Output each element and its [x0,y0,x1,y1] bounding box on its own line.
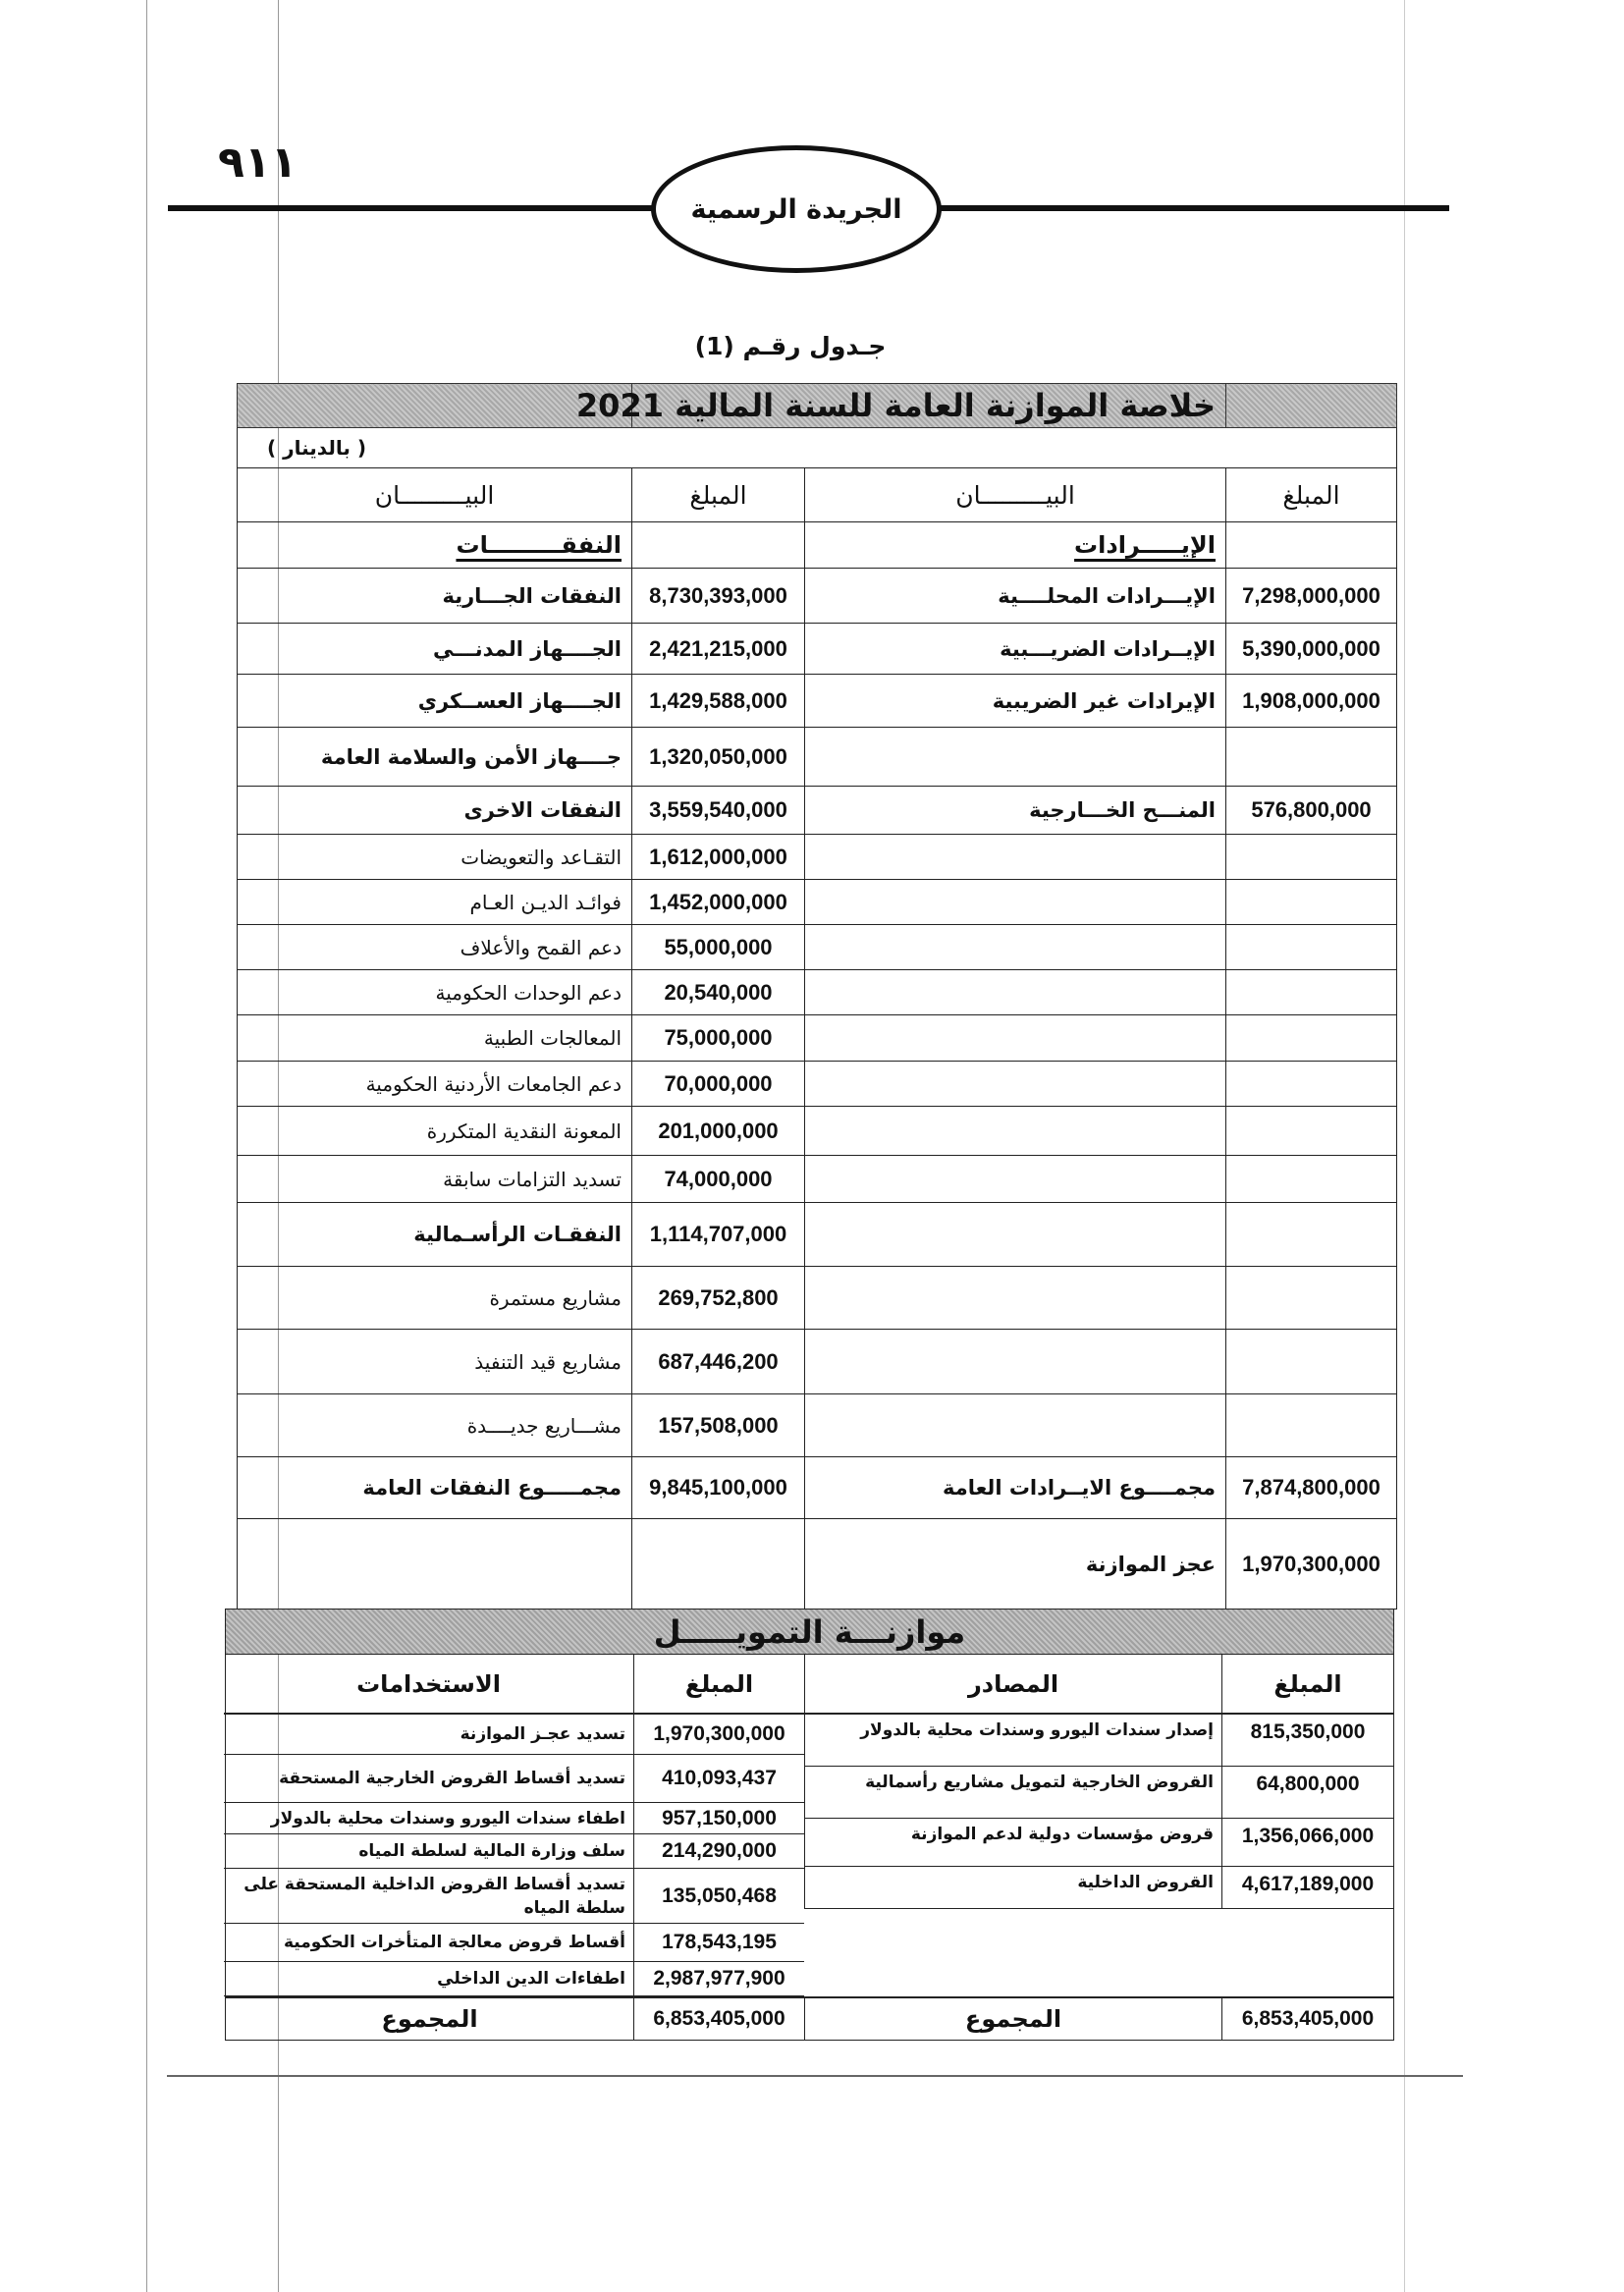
use-label: اطفاءات الدين الداخلي [437,1969,625,1989]
table-row [238,675,1397,728]
table-row [238,624,1397,675]
expenditure-amount: 157,508,000 [632,1394,805,1457]
revenue-amount [1226,1156,1397,1203]
sources-row [804,1767,1393,1819]
sources-total: 6,853,405,000 [1221,1998,1393,2040]
expenditure-label [238,1519,632,1610]
source-amount: 64,800,000 [1221,1767,1393,1818]
revenue-amount: 5,390,000,000 [1226,624,1397,675]
use-label: أقساط قروض معالجة المتأخرات الحكومية [283,1933,625,1952]
expenditure-amount: 201,000,000 [632,1107,805,1156]
expenditure-amount: 8,730,393,000 [632,569,805,624]
revenue-amount [1226,728,1397,787]
sources-row [804,1819,1393,1867]
expenditure-label: دعم القمح والأعلاف [238,925,632,970]
use-amount: 957,150,000 [633,1803,804,1833]
use-amount: 2,987,977,900 [633,1962,804,1995]
expenditure-label: جــــهاز الأمن والسلامة العامة [238,728,632,787]
financing-budget [225,1609,1394,2041]
revenue-label: المنـــح الخـــارجية [805,787,1226,835]
revenue-amount [1226,880,1397,925]
expenditure-amount: 269,752,800 [632,1267,805,1330]
expenditure-label: مشاريع مستمرة [238,1267,632,1330]
use-label: اطفاء سندات اليورو وسندات محلية بالدولار [270,1808,625,1828]
sources-row [804,1715,1393,1767]
header-sources: المصادر [804,1655,1221,1713]
source-label: القروض الخارجية لتمويل مشاريع رأسمالية [804,1767,1221,1818]
header-sources-amount: المبلغ [1221,1655,1393,1713]
revenue-amount [1226,1330,1397,1394]
revenue-label [805,1203,1226,1267]
revenue-amount [1226,1203,1397,1267]
uses-total: 6,853,405,000 [633,1998,804,2040]
source-amount: 1,356,066,000 [1221,1819,1393,1866]
uses-total-label: المجموع [381,2005,478,2033]
revenue-amount [1226,1062,1397,1107]
source-amount: 815,350,000 [1221,1715,1393,1766]
unit-row [238,428,1397,468]
expenditure-label: مجمـــــوع النفقات العامة [238,1457,632,1519]
uses-row [224,1962,804,1996]
table-row [238,1107,1397,1156]
table-row [238,1519,1397,1610]
table-row [238,970,1397,1015]
table-row [238,1203,1397,1267]
table-caption: جـدول رقـم (1) [694,332,887,360]
scan-margin-line [1404,0,1405,2292]
expenditure-label: النفقات الاخرى [238,787,632,835]
uses-column [224,1655,804,1996]
revenue-label [805,1394,1226,1457]
revenue-label [805,1330,1226,1394]
table-row [238,835,1397,880]
expenditure-amount: 1,429,588,000 [632,675,805,728]
gazette-title-badge [651,145,942,273]
expenditure-label: دعم الجامعات الأردنية الحكومية [238,1062,632,1107]
table-row [238,728,1397,787]
revenues-heading: الإيـــــرادات [1074,531,1216,559]
revenue-label: الإيـــرادات المحلــــية [805,569,1226,624]
footer-rule [167,2075,1463,2077]
revenue-amount [1226,1015,1397,1062]
table-row [238,1015,1397,1062]
revenue-label [805,1062,1226,1107]
expenditure-amount [632,1519,805,1610]
expenditure-amount: 9,845,100,000 [632,1457,805,1519]
expenditure-label: الجــــهاز المدنـــي [238,624,632,675]
revenue-label: عجز الموازنة [805,1519,1226,1610]
expenditure-amount: 3,559,540,000 [632,787,805,835]
financing-title: موازنـــة التمويـــــل [225,1609,1394,1655]
revenue-amount [1226,1267,1397,1330]
revenue-amount: 7,874,800,000 [1226,1457,1397,1519]
budget-summary-table [237,383,1397,1610]
sources-column [804,1655,1393,1996]
expenditure-label: التقـاعد والتعويضات [238,835,632,880]
uses-row [224,1834,804,1869]
expenditure-amount: 1,452,000,000 [632,880,805,925]
expenditure-amount: 20,540,000 [632,970,805,1015]
header-rev-amount: المبلغ [1226,468,1397,522]
expenditure-label: تسديد التزامات سابقة [238,1156,632,1203]
financing-total-row [225,1996,1394,2041]
table-row [238,925,1397,970]
header-rev-desc: البيـــــــــان [805,468,1226,522]
revenue-label: الإيــرادات الضريـــبية [805,624,1226,675]
revenue-label: الإيرادات غير الضريبية [805,675,1226,728]
uses-row [224,1755,804,1803]
use-label: تسديد أقساط القروض الخارجية المستحقة [279,1769,625,1788]
revenue-label [805,728,1226,787]
table-title-row [238,384,1397,428]
expenditure-label: مشـــاريع جديــــدة [238,1394,632,1457]
table-row [238,787,1397,835]
use-amount: 410,093,437 [633,1755,804,1802]
expenditure-amount: 687,446,200 [632,1330,805,1394]
expenditure-label: مشاريع قيد التنفيذ [238,1330,632,1394]
expenditure-amount: 75,000,000 [632,1015,805,1062]
gazette-title: الجريدة الرسمية [690,193,902,225]
table-row [238,1457,1397,1519]
header-uses-amount: المبلغ [633,1655,804,1713]
expenditure-label: النفقـات الرأسـمالية [238,1203,632,1267]
table-title: خلاصة الموازنة العامة للسنة المالية 2021 [632,384,1226,428]
table-row [238,1394,1397,1457]
use-label: سلف وزارة المالية لسلطة المياه [358,1841,625,1861]
revenue-label [805,835,1226,880]
column-header-row [238,468,1397,522]
revenue-label [805,1015,1226,1062]
table-row [238,569,1397,624]
expenditure-label: دعم الوحدات الحكومية [238,970,632,1015]
table-row [238,1330,1397,1394]
revenue-label [805,970,1226,1015]
expenditure-amount: 74,000,000 [632,1156,805,1203]
source-label: قروض مؤسسات دولية لدعم الموازنة [804,1819,1221,1866]
uses-row [224,1869,804,1924]
revenue-amount [1226,1107,1397,1156]
revenue-label [805,1267,1226,1330]
uses-row [224,1924,804,1962]
table-row [238,1156,1397,1203]
expenditure-label: النفقات الجـــارية [238,569,632,624]
scan-margin-line [146,0,147,2292]
header-exp-desc: البيـــــــــان [238,468,632,522]
table-row [238,1267,1397,1330]
revenue-amount [1226,1394,1397,1457]
revenue-label [805,1156,1226,1203]
expenditure-label: الجــــهاز العســكري [238,675,632,728]
use-label: تسديد أقساط القروض الداخلية المستحقة على سلطة المياه [244,1874,625,1918]
uses-row [224,1803,804,1834]
source-label: إصدار سندات اليورو وسندات محلية بالدولار [804,1715,1221,1766]
expenditure-amount: 2,421,215,000 [632,624,805,675]
revenue-amount: 576,800,000 [1226,787,1397,835]
sources-total-label: المجموع [804,1998,1221,2040]
use-amount: 1,970,300,000 [633,1715,804,1754]
sources-blank-area [804,1909,1393,1996]
table-row [238,880,1397,925]
revenue-amount [1226,970,1397,1015]
expenditure-label: المعونة النقدية المتكررة [238,1107,632,1156]
uses-row [224,1715,804,1755]
revenue-amount: 1,970,300,000 [1226,1519,1397,1610]
header-exp-amount: المبلغ [632,468,805,522]
expenditure-amount: 1,612,000,000 [632,835,805,880]
header-uses: الاستخدامات [356,1669,501,1698]
sources-row [804,1867,1393,1909]
revenue-amount: 7,298,000,000 [1226,569,1397,624]
source-label: القروض الداخلية [804,1867,1221,1908]
use-amount: 214,290,000 [633,1834,804,1868]
use-amount: 135,050,468 [633,1869,804,1923]
expenditure-amount: 1,320,050,000 [632,728,805,787]
expenditure-amount: 1,114,707,000 [632,1203,805,1267]
expenditure-amount: 70,000,000 [632,1062,805,1107]
revenue-amount [1226,835,1397,880]
expenditures-heading: النفقـــــــــات [456,531,622,559]
unit-label: ( بالدينار ) [238,428,1397,468]
expenditure-label: المعالجات الطبية [238,1015,632,1062]
revenue-amount: 1,908,000,000 [1226,675,1397,728]
expenditure-amount: 55,000,000 [632,925,805,970]
table-row [238,1062,1397,1107]
section-header-row [238,522,1397,569]
page-number: ٩١١ [218,137,298,188]
use-label: تسديد عجـز الموازنة [460,1724,625,1744]
revenue-label [805,1107,1226,1156]
revenue-label [805,925,1226,970]
source-amount: 4,617,189,000 [1221,1867,1393,1908]
expenditure-label: فوائـد الديـن العـام [238,880,632,925]
revenue-label: مجمــــوع الايــرادات العامة [805,1457,1226,1519]
use-amount: 178,543,195 [633,1924,804,1961]
revenue-label [805,880,1226,925]
revenue-amount [1226,925,1397,970]
